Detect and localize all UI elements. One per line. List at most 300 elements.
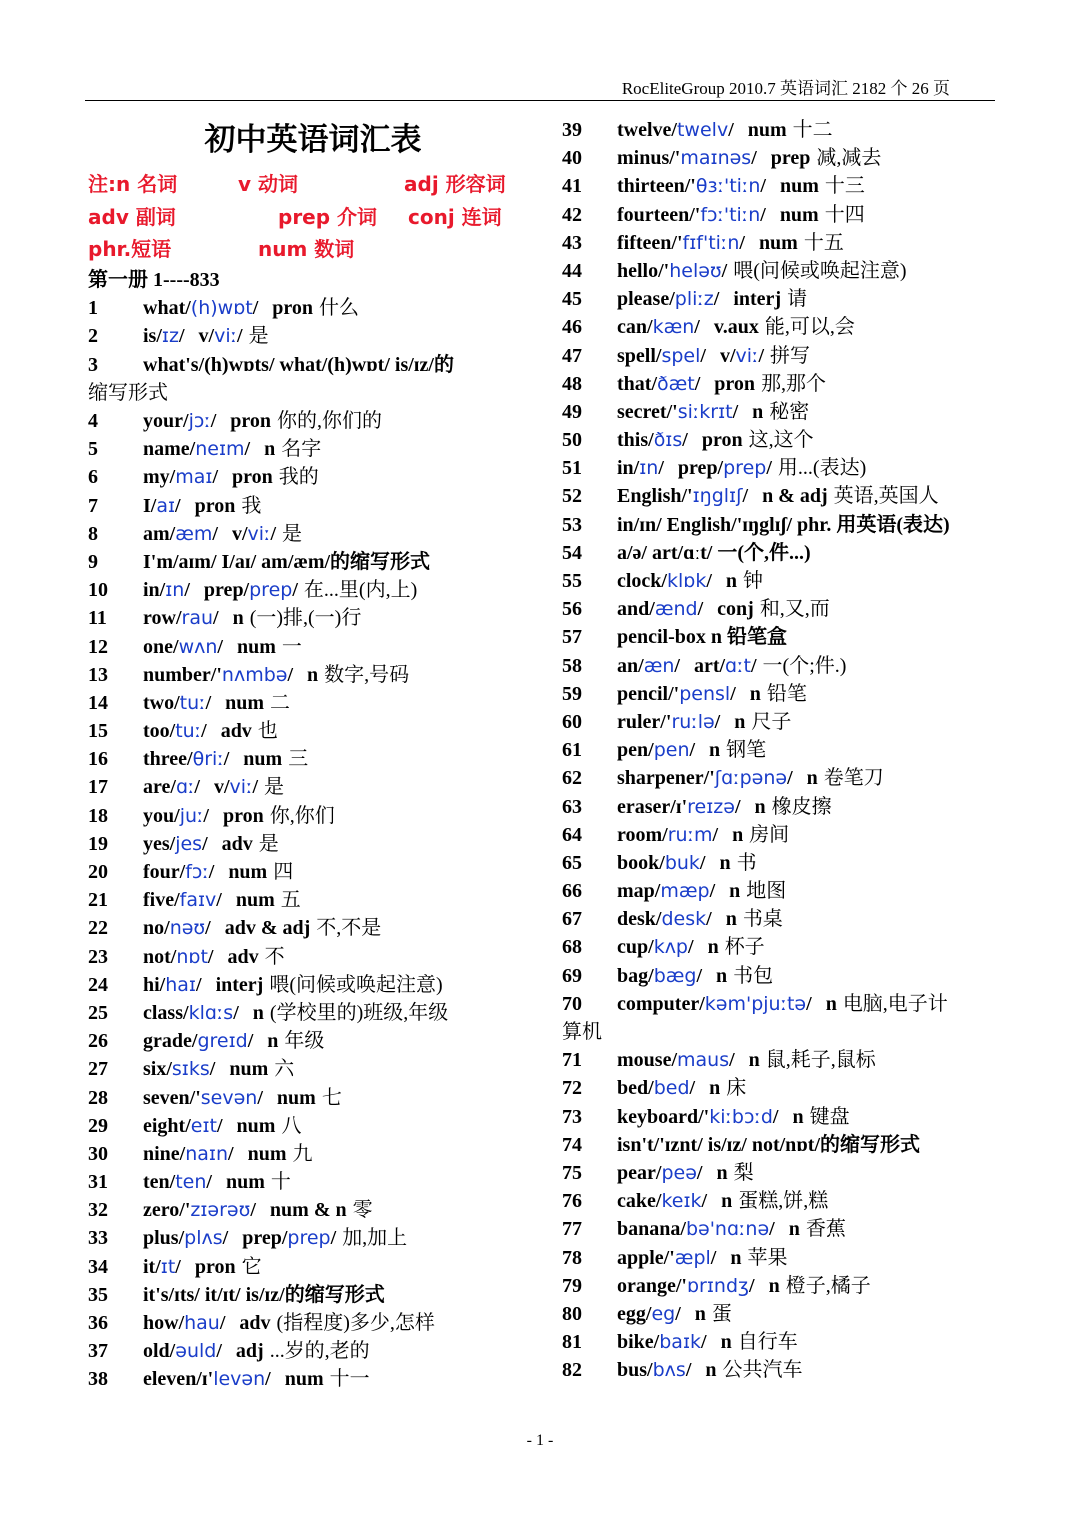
- entry-number: 7: [88, 494, 98, 517]
- vocab-entry: [88, 1309, 528, 1337]
- entry-word: row/: [143, 607, 182, 630]
- entry-word: plus/: [143, 1227, 185, 1250]
- entry-number: 57: [562, 626, 582, 649]
- entry-phonetic: θɜː'tiːn: [695, 175, 761, 198]
- entry-meaning: 六: [274, 1058, 295, 1081]
- vocab-entry: [562, 764, 1007, 792]
- entry-number: 11: [88, 607, 107, 630]
- entry-meaning: 在...里(内,上): [303, 579, 418, 602]
- entry-text: [143, 830, 279, 858]
- entry-phonetic: ðɪs: [653, 429, 683, 452]
- entry-meaning: 铅笔: [766, 682, 807, 705]
- entry-phonetic: bed: [653, 1077, 690, 1100]
- entry-word: pear/: [617, 1161, 662, 1184]
- entry-word: an/: [617, 654, 644, 677]
- entry-number: 6: [88, 466, 98, 489]
- entry-raw: a/ə/ art/ɑːt/ 一(个,件...): [617, 541, 811, 564]
- entry-phonetic: eg: [651, 1302, 676, 1325]
- entry-number: 46: [562, 316, 582, 339]
- entry-slash: /: [247, 1030, 254, 1053]
- entry-number: 73: [562, 1105, 582, 1128]
- entry-number: 5: [88, 438, 98, 461]
- entry-slash: /: [721, 259, 728, 282]
- legend-item: adv 副词: [88, 204, 176, 229]
- entry-phonetic: sevən: [200, 1086, 258, 1109]
- entry-meaning: 电脑,电子计: [842, 992, 948, 1015]
- entry-number: 15: [88, 720, 108, 743]
- entry-text: [617, 1300, 732, 1328]
- entry-text: [143, 1281, 385, 1309]
- entry-meaning: 用...(表达): [777, 457, 867, 480]
- entry-number: 64: [562, 823, 582, 846]
- entry-pos: prep: [770, 147, 811, 170]
- entry-text: [617, 1328, 798, 1356]
- entry-pos: interj: [733, 288, 782, 311]
- entry-slash: /: [700, 344, 706, 367]
- entry-text: [143, 914, 381, 942]
- entry-pos: n: [729, 880, 741, 903]
- entry-text: [143, 548, 430, 576]
- entry-phonetic: klɒk: [667, 570, 707, 592]
- entry-number: 42: [562, 203, 582, 226]
- entry-slash: /: [688, 936, 694, 959]
- vocab-entry: [88, 943, 528, 971]
- entry-number: 47: [562, 344, 582, 367]
- entry-raw: isn't/'ɪznt/ is/ɪz/ not/nɒt/的缩写形式: [617, 1133, 921, 1156]
- entry-text: [617, 229, 844, 257]
- entry-pos: num: [779, 175, 819, 198]
- entry-text: [143, 463, 319, 491]
- entry-word: sharpener/': [617, 767, 715, 790]
- entry-text: [617, 511, 950, 539]
- entry-number: 53: [562, 513, 582, 536]
- entry-phonetic: fɔː: [185, 861, 209, 883]
- vocab-entry: [562, 1187, 1007, 1215]
- entry-pos: n: [732, 823, 744, 846]
- entry-number: 59: [562, 682, 582, 705]
- entry-meaning: 喂(问候或唤起注意): [733, 259, 907, 282]
- entry-pos: art/: [693, 654, 726, 677]
- vocab-entry: [562, 990, 1007, 1018]
- entry-meaning: 鼠,耗子,鼠标: [765, 1049, 876, 1072]
- entry-number: 43: [562, 231, 582, 254]
- entry-meaning: 公共汽车: [722, 1359, 803, 1382]
- vocab-entry: [88, 407, 528, 435]
- entry-pos: n: [788, 1218, 800, 1241]
- header-rule: [85, 100, 995, 101]
- entry-pos: n: [264, 438, 276, 461]
- entry-phonetic: ɪŋglɪʃ: [692, 485, 743, 508]
- left-column: [88, 116, 528, 1394]
- entry-phonetic: ɪn: [165, 579, 185, 602]
- entry-meaning: 七: [321, 1086, 342, 1109]
- entry-pos: num: [229, 1058, 269, 1081]
- entry-word: please/: [617, 288, 675, 311]
- entry-meaning: 卷笔刀: [823, 767, 884, 790]
- vocab-entry: [88, 1196, 528, 1224]
- entry-pos: pron: [194, 494, 236, 517]
- entry-slash: /: [265, 1368, 271, 1391]
- vocab-entry: [88, 1112, 528, 1140]
- entry-slash: /: [209, 1058, 216, 1081]
- entry-text: [617, 933, 765, 961]
- entry-pos: adv & adj: [224, 917, 311, 940]
- entry-slash: /: [710, 1246, 717, 1269]
- entry-phonetic: greɪd: [197, 1030, 248, 1053]
- entry-phonetic-2: viː: [247, 522, 271, 545]
- vocab-list-left: [88, 294, 528, 1393]
- entry-text: [143, 294, 359, 322]
- entry-number: 31: [88, 1171, 108, 1194]
- entry-number: 38: [88, 1368, 108, 1391]
- entry-phonetic: rau: [181, 607, 214, 630]
- entry-phonetic: reɪzə: [687, 795, 735, 818]
- entry-slash: /: [217, 635, 223, 658]
- entry-word: I/: [143, 494, 157, 517]
- entry-phonetic: jes: [175, 832, 203, 855]
- entry-pos: n: [232, 607, 244, 630]
- entry-pos: n: [825, 992, 837, 1015]
- entry-slash: /: [732, 400, 739, 423]
- entry-slash: /: [196, 973, 202, 996]
- vocab-entry: [88, 886, 528, 914]
- entry-pos: num: [243, 748, 283, 771]
- entry-pos: num: [225, 1171, 265, 1194]
- entry-text: [143, 435, 321, 463]
- entry-pos: n: [806, 767, 818, 790]
- entry-pos: n: [719, 851, 731, 874]
- entry-word: zero/': [143, 1199, 191, 1222]
- entry-text: [143, 633, 302, 661]
- entry-word: eight/: [143, 1114, 191, 1137]
- entry-number: 2: [88, 325, 98, 348]
- vocab-entry: [562, 313, 1007, 341]
- entry-meaning: 钟: [743, 570, 764, 592]
- entry-pos: n: [725, 570, 738, 592]
- entry-word: this/: [617, 429, 654, 452]
- entry-number: 52: [562, 485, 582, 508]
- entry-word: hi/: [143, 973, 166, 996]
- entry-meaning: 请: [787, 288, 808, 311]
- entry-number: 69: [562, 964, 582, 987]
- entry-slash: /: [769, 1218, 775, 1241]
- vocab-entry: [562, 342, 1007, 370]
- entry-slash: /: [714, 710, 721, 733]
- entry-meaning: 梨: [733, 1161, 754, 1184]
- entry-slash-2: /: [750, 654, 757, 677]
- right-column: [562, 116, 1007, 1384]
- entry-number: 33: [88, 1227, 108, 1250]
- entry-meaning: 十五: [803, 231, 844, 254]
- entry-pos: v/: [719, 344, 736, 367]
- entry-phonetic: æn: [643, 654, 675, 677]
- entry-meaning: 三: [288, 748, 309, 771]
- vocab-entry: [562, 229, 1007, 257]
- entry-phonetic: fɪf'tiːn: [682, 231, 740, 254]
- entry-number: 30: [88, 1142, 108, 1165]
- entry-meaning: 地图: [746, 880, 787, 903]
- entry-word: how/: [143, 1312, 185, 1334]
- entry-text: [143, 1084, 342, 1112]
- entry-slash: /: [219, 1312, 226, 1334]
- entry-number: 55: [562, 570, 582, 592]
- vocab-entry: [88, 492, 528, 520]
- entry-meaning: 键盘: [809, 1105, 850, 1128]
- entry-phonetic: juː: [179, 804, 204, 827]
- entry-text: [617, 1187, 828, 1215]
- entry-text: [617, 623, 787, 651]
- entry-word: seven/': [143, 1086, 201, 1109]
- vocab-entry: [88, 322, 528, 350]
- entry-word: room/: [617, 823, 668, 846]
- entry-text: [617, 342, 810, 370]
- entry-meaning: 苹果: [747, 1246, 788, 1269]
- vocab-entry: [562, 116, 1007, 144]
- entry-text: [617, 1215, 846, 1243]
- vocab-entry: [88, 999, 528, 1027]
- entry-word: clock/: [617, 570, 667, 592]
- vocab-entry: [88, 1281, 528, 1309]
- vocab-entry: [88, 661, 528, 689]
- entry-meaning: 十四: [824, 203, 865, 226]
- entry-word: fourteen/': [617, 203, 701, 226]
- entry-text: [143, 1337, 370, 1365]
- entry-meaning: 年级: [284, 1030, 325, 1053]
- entry-slash: /: [206, 1171, 212, 1194]
- vocab-entry: [562, 1215, 1007, 1243]
- entry-slash: /: [701, 1190, 708, 1213]
- entry-meaning: 一(个;件.): [762, 654, 847, 677]
- vocab-entry: [88, 1027, 528, 1055]
- vocab-entry: [88, 745, 528, 773]
- entry-meaning: 名字: [281, 438, 322, 461]
- entry-pos: n: [749, 682, 761, 705]
- vocab-entry: [88, 971, 528, 999]
- entry-number: 48: [562, 372, 582, 395]
- entry-number: 9: [88, 550, 98, 573]
- entry-number: 40: [562, 147, 582, 170]
- entry-slash: /: [697, 598, 704, 621]
- entry-slash: /: [751, 147, 757, 170]
- entry-pos: pron: [714, 372, 756, 395]
- entry-phonetic: kiːbɔːd: [709, 1105, 773, 1128]
- page-header: RocEliteGroup 2010.7 英语词汇 2182 个 26 页: [621, 79, 950, 98]
- entry-slash: /: [696, 964, 703, 987]
- entry-text: [617, 652, 846, 680]
- entry-text: [143, 1055, 294, 1083]
- entry-phonetic: spel: [661, 344, 701, 367]
- entry-phonetic: neɪm: [195, 438, 245, 461]
- entry-meaning: 和,又,而: [759, 598, 830, 621]
- entry-meaning: 一: [281, 635, 302, 658]
- vocab-entry: [88, 914, 528, 942]
- vocab-entry: [88, 576, 528, 604]
- entry-meaning: (指程度)多少,怎样: [276, 1312, 435, 1334]
- entry-phonetic: klɑːs: [188, 1001, 234, 1024]
- entry-meaning: (一)排,(一)行: [249, 607, 362, 630]
- entry-slash: /: [742, 485, 749, 508]
- entry-phonetic: desk: [661, 908, 707, 931]
- entry-number: 32: [88, 1199, 108, 1222]
- entry-slash: /: [734, 795, 741, 818]
- entry-word: can/: [617, 316, 653, 339]
- entry-text: [617, 680, 807, 708]
- entry-word: bus/: [617, 1359, 653, 1382]
- entry-text: [617, 1074, 746, 1102]
- vocab-entry: [88, 1337, 528, 1365]
- vocab-entry: [562, 793, 1007, 821]
- entry-slash: /: [730, 682, 736, 705]
- entry-phonetic: mæp: [660, 880, 710, 903]
- entry-slash: /: [207, 945, 214, 968]
- entry-text: [617, 144, 881, 172]
- entry-word: your/: [143, 410, 189, 432]
- entry-meaning: 不,不是: [316, 917, 382, 940]
- entry-word: map/: [617, 880, 661, 903]
- entry-text: [617, 539, 811, 567]
- entry-phonetic: æm: [175, 522, 213, 545]
- entry-slash: /: [701, 1331, 707, 1354]
- entry-word: eleven/ɪ': [143, 1368, 214, 1391]
- entry-phonetic: (h)wɒt: [190, 297, 253, 320]
- vocab-entry: [88, 294, 528, 322]
- entry-pos: n: [768, 1274, 780, 1297]
- entry-word: thirteen/': [617, 175, 696, 198]
- entry-pos: v/: [213, 776, 230, 799]
- page-title: 初中英语词汇表: [204, 122, 422, 158]
- entry-text: [617, 1244, 787, 1272]
- entry-meaning: 九: [292, 1142, 313, 1165]
- entry-pos: pron: [232, 466, 273, 489]
- entry-meaning: 它: [241, 1255, 262, 1278]
- entry-slash: /: [175, 1255, 181, 1278]
- vocab-entry: [562, 454, 1007, 482]
- entry-phonetic: jɔː: [188, 410, 211, 432]
- entry-pos: num: [236, 1114, 276, 1137]
- entry-phonetic: kæn: [652, 316, 695, 339]
- entry-pos: n: [730, 1246, 742, 1269]
- entry-continuation: 算机: [562, 1021, 602, 1043]
- entry-word: no/: [143, 917, 170, 940]
- entry-text: [143, 1365, 370, 1393]
- entry-number: 26: [88, 1030, 108, 1053]
- entry-pos: n: [752, 400, 764, 423]
- entry-number: 25: [88, 1001, 108, 1024]
- entry-pos: num: [779, 203, 819, 226]
- entry-phonetic-2: viː: [735, 344, 759, 367]
- entry-slash-2: /: [766, 457, 772, 480]
- entry-slash: /: [212, 466, 218, 489]
- entry-number: 62: [562, 767, 582, 790]
- entry-number: 39: [562, 119, 582, 141]
- entry-word: keyboard/': [617, 1105, 710, 1128]
- entry-slash: /: [244, 438, 251, 461]
- entry-word: cake/: [617, 1190, 662, 1213]
- entry-text: [617, 1272, 871, 1300]
- entry-word: are/: [143, 776, 176, 799]
- entry-number: 49: [562, 400, 582, 423]
- entry-text: [143, 943, 285, 971]
- entry-phonetic: ʃɑːpənə: [714, 767, 788, 790]
- vocab-entry: [88, 773, 528, 801]
- entry-number: 37: [88, 1340, 108, 1363]
- entry-number: 56: [562, 598, 582, 621]
- entry-meaning: 零: [352, 1199, 373, 1222]
- entry-phonetic-2: prep: [249, 579, 293, 602]
- vocab-entry: [562, 1244, 1007, 1272]
- entry-word: class/: [143, 1001, 189, 1024]
- entry-slash-2: /: [292, 579, 298, 602]
- entry-phonetic: pensl: [679, 682, 731, 705]
- entry-slash-2: /: [330, 1227, 337, 1250]
- vocab-entry: [562, 1131, 1007, 1159]
- vocab-entry: [562, 680, 1007, 708]
- entry-meaning: 尺子: [751, 710, 792, 733]
- legend-row: [88, 201, 528, 234]
- vocab-entry: [88, 463, 528, 491]
- entry-slash: /: [760, 203, 766, 226]
- entry-slash: /: [210, 410, 217, 432]
- entry-raw: pencil-box n 铅笔盒: [617, 626, 788, 649]
- entry-text: [617, 116, 833, 144]
- vocab-entry: [88, 689, 528, 717]
- entry-pos: n: [707, 936, 719, 959]
- entry-text: [143, 1027, 324, 1055]
- entry-word: pencil/': [617, 682, 680, 705]
- page-number: - 1 -: [526, 1432, 554, 1449]
- entry-slash: /: [194, 776, 200, 799]
- entry-slash: /: [696, 1161, 703, 1184]
- entry-phonetic: æpl: [674, 1246, 711, 1269]
- entry-pos: num: [747, 119, 787, 141]
- entry-word: three/: [143, 748, 193, 771]
- entry-word: apple/': [617, 1246, 675, 1269]
- entry-number: 70: [562, 992, 582, 1015]
- entry-text: [143, 520, 302, 548]
- vocab-entry: [562, 1328, 1007, 1356]
- section-heading: 第一册 1----833: [88, 269, 220, 292]
- entry-phonetic: ðæt: [657, 372, 695, 395]
- entry-slash: /: [216, 1114, 223, 1137]
- entry-meaning: ...岁的,老的: [269, 1340, 370, 1363]
- entry-word: cup/: [617, 936, 654, 959]
- vocab-entry: [88, 858, 528, 886]
- entry-phonetic: faɪv: [179, 889, 217, 912]
- entry-raw: what's/(h)wɒts/ what/(h)wɒt/ is/ɪz/的: [143, 353, 454, 376]
- entry-slash: /: [178, 325, 185, 348]
- entry-phonetic: ɑː: [175, 776, 195, 799]
- vocab-entry: [88, 435, 528, 463]
- entry-slash: /: [674, 654, 680, 677]
- entry-pos: prep/: [677, 457, 724, 480]
- entry-number: 45: [562, 288, 582, 311]
- vocab-entry: [562, 370, 1007, 398]
- entry-pos: n: [709, 1077, 721, 1100]
- entry-slash: /: [205, 917, 211, 940]
- entry-meaning: 是: [258, 832, 279, 855]
- vocab-entry: [88, 1140, 528, 1168]
- entry-number: 28: [88, 1086, 108, 1109]
- entry-phonetic: ɪz: [161, 325, 179, 348]
- entry-text: [617, 172, 865, 200]
- legend-item: prep 介词: [278, 204, 378, 229]
- entry-slash: /: [675, 1302, 681, 1325]
- entry-phonetic: twelv: [676, 119, 729, 141]
- entry-slash: /: [257, 1086, 263, 1109]
- entry-phonetic: buk: [664, 851, 700, 874]
- entry-text: [617, 708, 791, 736]
- entry-text: [617, 1356, 803, 1384]
